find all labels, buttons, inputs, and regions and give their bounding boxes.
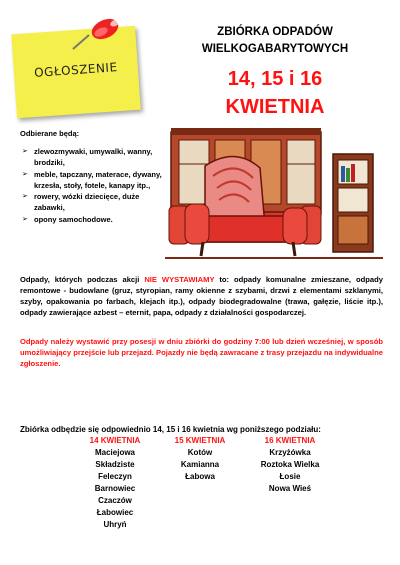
place-name: Łosie	[279, 472, 301, 481]
arrow-bullet-icon: ➢	[22, 215, 28, 223]
place-name: Kotów	[187, 448, 213, 457]
schedule-column-16	[245, 435, 335, 495]
place-name: Barnowiec	[94, 484, 136, 493]
title-line-1: ZBIÓRKA ODPADÓW	[217, 26, 333, 38]
place-name: Czaczów	[98, 496, 132, 505]
schedule-date: 14 KWIETNIA	[89, 436, 141, 445]
list-item: ➢ rowery, wózki dziecięce, duże zabawki,	[22, 192, 140, 213]
place-name: Roztoka Wielka	[260, 460, 320, 469]
schedule-date: 15 KWIETNIA	[174, 436, 226, 445]
schedule-column-14	[75, 435, 155, 531]
schedule-column-15	[160, 435, 240, 483]
arrow-bullet-icon: ➢	[22, 193, 28, 201]
excluded-waste-paragraph: Odpady, których podczas akcji NIE WYSTAWIAMY to: odpady komunalne zmieszane, odpady remontowe - budowlane (gruz, styropian, ramy okienne z szybami, drzwi z elementami szklanymi, szyby, opakowania po farbach, klejach itp.), odpady biodegradowalne (trawa, gałęzie, liście itp.), odpady zawierające azbest – eternit, papa, odpady z działalności gospodarczej.	[20, 275, 383, 317]
collected-items-list	[22, 146, 172, 225]
list-item: ➢ opony samochodowe.	[22, 214, 113, 224]
place-name: Składziste	[95, 460, 135, 469]
place-name: Łabowiec	[96, 508, 134, 517]
arrow-bullet-icon: ➢	[22, 148, 28, 155]
dates-heading: 14, 15 i 16	[227, 68, 323, 90]
furniture-illustration	[165, 126, 383, 262]
place-name: Kamianna	[180, 460, 220, 469]
place-name: Feleczyn	[98, 472, 132, 481]
pushpin-icon	[69, 13, 129, 53]
list-item: ➢ zlewozmywaki, umywalki, wanny, brodziki,	[22, 147, 153, 168]
place-name: Uhryń	[103, 520, 127, 529]
collected-label: Odbierane będą:	[20, 129, 80, 138]
place-name: Maciejowa	[94, 448, 135, 457]
schedule-intro: Zbiórka odbędzie się odpowiednio 14, 15 i 16 kwietnia wg poniższego podziału:	[20, 425, 321, 434]
place-name: Nowa Wieś	[268, 484, 312, 493]
arrow-bullet-icon: ➢	[22, 170, 28, 178]
place-name: Krzyżówka	[269, 448, 311, 457]
title-line-2: WIELKOGABARYTOWYCH	[201, 43, 349, 55]
schedule-date: 16 KWIETNIA	[264, 436, 316, 445]
month-heading: KWIETNIA	[225, 96, 325, 118]
placement-instructions: Odpady należy wystawić przy posesji w dniu zbiórki do godziny 7:00 lub dzień wcześniej, w sposób umożliwiający przejście lub przejazd. Pojazdy nie będą zawracane z trasy przejazdu na indywidualne zgłoszenie.	[20, 337, 383, 368]
note-label: OGŁOSZENIE	[33, 60, 118, 80]
not-put-out-highlight: NIE WYSTAWIAMY	[144, 275, 215, 284]
list-item: ➢ meble, tapczany, materace, dywany, krzesła, stoły, fotele, kanapy itp.,	[22, 169, 162, 190]
place-name: Łabowa	[185, 472, 215, 481]
